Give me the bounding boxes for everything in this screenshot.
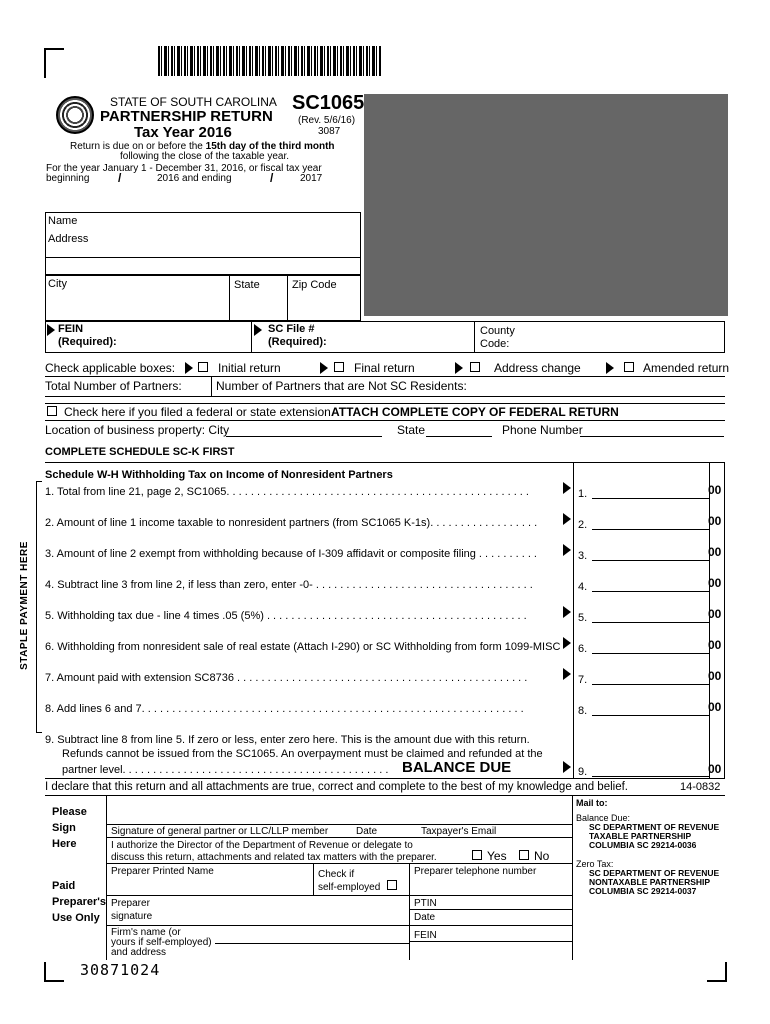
sign-label: Sign — [52, 822, 76, 834]
footer-form-code: 30871024 — [80, 961, 161, 979]
firm-name-label-2: yours if self-employed) — [111, 937, 212, 948]
line-5-cents: 00 — [708, 607, 722, 621]
line-9-amount-field[interactable] — [592, 776, 709, 777]
staple-bracket-top — [36, 481, 42, 482]
sc-file-required: (Required): — [268, 336, 327, 348]
name-label: Name — [48, 215, 78, 227]
slash-2: / — [270, 171, 274, 185]
staple-bracket-bottom — [36, 732, 42, 733]
location-city-field[interactable] — [226, 436, 382, 437]
line-3-amount-field[interactable] — [592, 560, 709, 561]
divider — [409, 941, 572, 942]
line-4-text: 4. Subtract line 3 from line 2, if less than zero, enter -0- . . . . . . . . . . . . . . . . . . . . . . . . . . . . . . . . . . . . — [45, 579, 533, 591]
line-7-amount-field[interactable] — [592, 684, 709, 685]
balance-due-address-3: COLUMBIA SC 29214-0036 — [589, 840, 697, 850]
mail-to-label: Mail to: — [576, 798, 608, 808]
here-label: Here — [52, 838, 77, 850]
amended-return-label: Amended return — [643, 361, 730, 375]
divider — [45, 403, 725, 404]
divider — [106, 795, 107, 960]
line-8-cents: 00 — [708, 700, 722, 714]
label-placeholder-area — [364, 94, 728, 316]
self-employed-label: self-employed — [318, 882, 381, 893]
line-8-amount-field[interactable] — [592, 715, 709, 716]
initial-return-label: Initial return — [218, 361, 281, 375]
due-date-line-2: following the close of the taxable year. — [120, 151, 289, 162]
divider — [45, 462, 725, 463]
address-field[interactable] — [45, 229, 361, 275]
year-ending-label: 2016 and ending — [157, 173, 232, 184]
authorization-text-2: discuss this return, attachments and related tax matters with the preparer. — [111, 852, 437, 863]
arrow-icon — [606, 362, 614, 374]
line-2-text: 2. Amount of line 1 income taxable to nonresident partners (from SC1065 K-1s). . . . . . . . . . . . . . . . . . — [45, 517, 538, 529]
line-5-text: 5. Withholding tax due - line 4 times .05 (5%) . . . . . . . . . . . . . . . . . . . . . . . . . . . . . . . . . . . . . . . . . . . — [45, 610, 527, 622]
arrow-icon — [185, 362, 193, 374]
line-9-text-3: partner level. . . . . . . . . . . . . . . . . . . . . . . . . . . . . . . . . . . . . . . . . . . . — [62, 764, 389, 776]
total-partners-label: Total Number of Partners: — [45, 379, 182, 393]
firm-fein-label: FEIN — [414, 930, 437, 941]
divider — [409, 909, 572, 910]
attach-federal-note: ATTACH COMPLETE COPY OF FEDERAL RETURN — [331, 405, 619, 419]
line-3-number: 3. — [578, 550, 588, 562]
year-beginning-label: beginning — [46, 173, 90, 184]
paid-label: Paid — [52, 880, 76, 892]
complete-schedule-note: COMPLETE SCHEDULE SC-K FIRST — [45, 446, 235, 458]
divider — [106, 837, 572, 838]
line-3-text: 3. Amount of line 2 exempt from withholding because of I-309 affidavit or composite filing . . . . . . . . . . — [45, 548, 537, 560]
phone-label: Phone Number — [502, 423, 583, 437]
year-line: For the year January 1 - December 31, 2016, or fiscal tax year — [46, 163, 322, 174]
line-6-amount-field[interactable] — [592, 653, 709, 654]
divider — [106, 925, 572, 926]
divider — [573, 462, 574, 778]
line-7-text: 7. Amount paid with extension SC8736 . . . . . . . . . . . . . . . . . . . . . . . . . . . . . . . . . . . . . . . . . . . . . . . . — [45, 672, 528, 684]
zip-label: Zip Code — [292, 279, 337, 291]
staple-payment-label: STAPLE PAYMENT HERE — [18, 541, 30, 670]
signature-label: Signature of general partner or LLC/LLP member — [111, 826, 329, 837]
divider — [45, 396, 725, 397]
line-8-text: 8. Add lines 6 and 7. . . . . . . . . . . . . . . . . . . . . . . . . . . . . . . . . . . . . . . . . . . . . . . . . . . . . . . . . . . . . . . — [45, 703, 524, 715]
fein-label: FEIN — [58, 323, 84, 335]
extension-checkbox[interactable] — [47, 406, 57, 416]
arrow-icon — [254, 324, 262, 336]
divider — [572, 795, 573, 960]
arrow-icon — [563, 761, 571, 773]
line-9-number: 9. — [578, 766, 588, 778]
state-seal-icon — [56, 96, 94, 134]
divider — [474, 321, 475, 353]
divider — [45, 376, 725, 377]
preparer-name-label: Preparer Printed Name — [111, 866, 214, 877]
divider — [313, 863, 314, 895]
arrow-icon — [563, 544, 571, 556]
form-code: 3087 — [318, 126, 341, 137]
address-change-checkbox[interactable] — [470, 362, 480, 372]
line-6-text: 6. Withholding from nonresident sale of real estate (Attach I-290) or SC Withholding from form 1099-MISC — [45, 641, 561, 653]
form-number: SC1065 — [292, 92, 365, 114]
line-7-number: 7. — [578, 674, 588, 686]
zero-tax-address-1: SC DEPARTMENT OF REVENUE — [589, 868, 720, 878]
zero-tax-label: Zero Tax: — [576, 859, 614, 869]
tax-year: Tax Year 2016 — [134, 124, 232, 141]
divider — [409, 863, 410, 960]
self-employed-checkbox[interactable] — [387, 880, 397, 890]
nonresident-partners-label: Number of Partners that are Not SC Residents: — [216, 379, 467, 393]
divider — [229, 275, 230, 321]
corner-mark-bottom-left — [44, 962, 64, 982]
balance-due-address-1: SC DEPARTMENT OF REVENUE — [589, 822, 720, 832]
arrow-icon — [563, 606, 571, 618]
arrow-icon — [320, 362, 328, 374]
preparer-phone-label: Preparer telephone number — [414, 866, 537, 877]
line-9-text: 9. Subtract line 8 from line 5. If zero or less, enter zero here. This is the amount due with this return. — [45, 734, 530, 746]
signature-line[interactable] — [106, 824, 572, 825]
authorize-no-checkbox[interactable] — [519, 850, 529, 860]
preparers-label: Preparer's — [52, 896, 106, 908]
authorize-no-label: No — [534, 849, 550, 863]
line-1-number: 1. — [578, 488, 588, 500]
corner-mark-bottom-right — [707, 962, 727, 982]
initial-return-checkbox[interactable] — [198, 362, 208, 372]
line-1-cents: 00 — [708, 483, 722, 497]
address-label: Address — [48, 233, 89, 245]
arrow-icon — [47, 324, 55, 336]
divider — [45, 420, 725, 421]
state-heading: STATE OF SOUTH CAROLINA — [110, 95, 277, 109]
declaration-text: I declare that this return and all attachments are true, correct and complete to the best of my knowledge and belief. — [45, 781, 628, 793]
please-label: Please — [52, 806, 87, 818]
firm-address-label: and address — [111, 947, 167, 958]
zero-tax-address-3: COLUMBIA SC 29214-0037 — [589, 886, 697, 896]
line-5-number: 5. — [578, 612, 588, 624]
line-4-number: 4. — [578, 581, 588, 593]
divider — [45, 778, 725, 779]
divider — [211, 376, 212, 396]
schedule-title: Schedule W-H Withholding Tax on Income of Nonresident Partners — [45, 469, 393, 481]
slash-1: / — [118, 171, 122, 185]
zero-tax-address-2: NONTAXABLE PARTNERSHIP — [589, 877, 711, 887]
line-2-cents: 00 — [708, 514, 722, 528]
city-label: City — [48, 278, 67, 290]
revision-date: (Rev. 5/6/16) — [298, 115, 356, 126]
divider — [106, 895, 572, 896]
firm-name-field[interactable] — [215, 943, 409, 944]
arrow-icon — [563, 668, 571, 680]
staple-bracket — [36, 481, 37, 732]
year-end-value: 2017 — [300, 173, 323, 184]
barcode — [158, 46, 382, 76]
sign-date-label: Date — [356, 826, 378, 837]
taxpayer-email-label: Taxpayer's Email — [421, 826, 497, 837]
state-label: State — [234, 279, 260, 291]
authorization-text: I authorize the Director of the Department of Revenue or delegate to — [111, 840, 413, 851]
check-boxes-label: Check applicable boxes: — [45, 361, 176, 375]
location-state-label: State — [397, 423, 426, 437]
final-return-checkbox[interactable] — [334, 362, 344, 372]
authorize-yes-checkbox[interactable] — [472, 850, 482, 860]
arrow-icon — [563, 637, 571, 649]
firm-name-label: Firm's name (or — [111, 927, 181, 938]
phone-field[interactable] — [580, 436, 724, 437]
ptin-label: PTIN — [414, 898, 437, 909]
county-label: County — [480, 325, 515, 337]
preparer-signature-label: Preparer — [111, 898, 150, 909]
preparer-signature-label-2: signature — [111, 911, 153, 922]
divider — [287, 275, 288, 321]
line-9-cents: 00 — [708, 762, 722, 776]
line-2-number: 2. — [578, 519, 588, 531]
form-title: PARTNERSHIP RETURN — [100, 108, 273, 125]
line-1-text: 1. Total from line 21, page 2, SC1065. . . . . . . . . . . . . . . . . . . . . . . . . . . . . . . . . . . . . . . . . . . . . . . . . . — [45, 486, 529, 498]
use-only-label: Use Only — [52, 912, 100, 924]
line-8-number: 8. — [578, 705, 588, 717]
divider — [251, 321, 252, 353]
arrow-icon — [563, 482, 571, 494]
line-3-cents: 00 — [708, 545, 722, 559]
line-9-text-2: Refunds cannot be issued from the SC1065. An overpayment must be claimed and refunded at the — [62, 748, 543, 760]
form-revision-code: 14-0832 — [680, 781, 721, 793]
id-row — [45, 321, 725, 353]
location-city-label: Location of business property: City — [45, 423, 230, 437]
county-code-label: Code: — [480, 338, 510, 350]
divider — [45, 795, 725, 796]
divider — [106, 863, 572, 864]
line-7-cents: 00 — [708, 669, 722, 683]
line-2-amount-field[interactable] — [592, 529, 709, 530]
line-4-cents: 00 — [708, 576, 722, 590]
amended-return-checkbox[interactable] — [624, 362, 634, 372]
line-6-number: 6. — [578, 643, 588, 655]
arrow-icon — [455, 362, 463, 374]
line-4-amount-field[interactable] — [592, 591, 709, 592]
extension-label: Check here if you filed a federal or state extension. — [64, 405, 335, 419]
final-return-label: Final return — [354, 361, 415, 375]
address-change-label: Address change — [494, 361, 581, 375]
line-6-cents: 00 — [708, 638, 722, 652]
balance-due-mail-label: Balance Due: — [576, 813, 631, 823]
line-1-amount-field[interactable] — [592, 498, 709, 499]
arrow-icon — [563, 513, 571, 525]
corner-mark-top-left — [44, 48, 64, 78]
check-if-label: Check if — [318, 869, 355, 880]
authorize-yes-label: Yes — [487, 849, 507, 863]
balance-due-label: BALANCE DUE — [402, 759, 512, 776]
line-5-amount-field[interactable] — [592, 622, 709, 623]
preparer-date-label: Date — [414, 912, 436, 923]
balance-due-address-2: TAXABLE PARTNERSHIP — [589, 831, 692, 841]
divider — [724, 462, 725, 778]
location-state-field[interactable] — [426, 436, 492, 437]
sc-file-label: SC File # — [268, 323, 315, 335]
fein-required: (Required): — [58, 336, 117, 348]
due-date-line: Return is due on or before the 15th day of the third month — [70, 141, 335, 152]
